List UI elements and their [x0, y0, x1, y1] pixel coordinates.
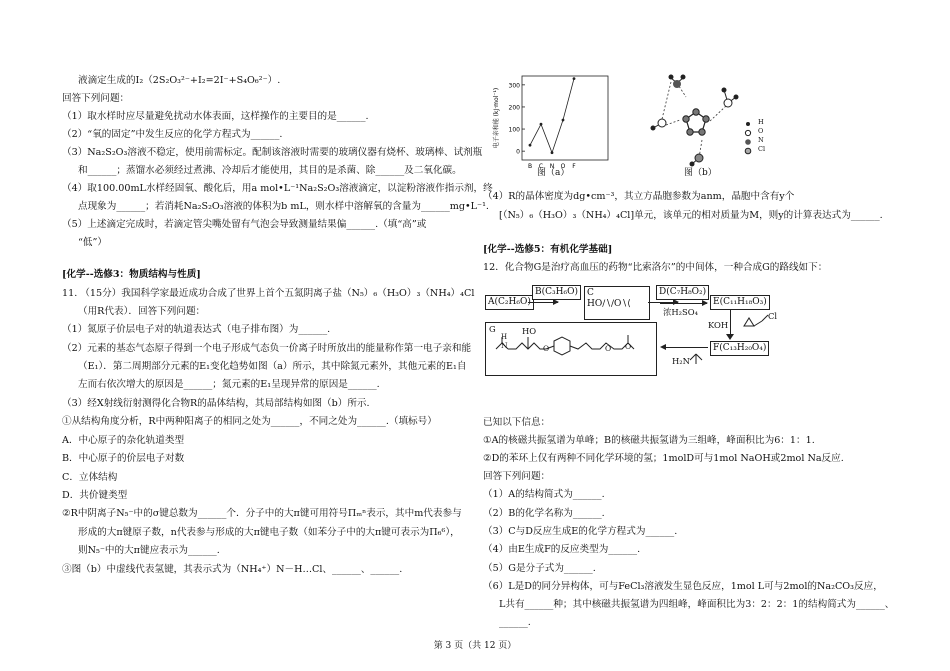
g-o-label: O — [625, 342, 632, 351]
text-line: （1）取水样时应尽量避免扰动水体表面，这样操作的主要目的是______. — [62, 111, 369, 122]
option-a: A．中心原子的杂化轨道类型 — [62, 435, 185, 446]
option-b: B．中心原子的价层电子对数 — [62, 453, 185, 464]
text-line: （E₁）．第二周期部分元素的E₁变化趋势如图（a）所示，其中除氮元素外，其他元素的E₁自 — [78, 361, 467, 372]
text-line: （4）取100.00mL水样经固氧、酸化后，用a mol•L⁻¹Na₂S₂O₃溶液滴定，以淀粉溶液作指示剂，终 — [62, 183, 493, 194]
x-tick-label: O — [560, 163, 566, 170]
compound-b: B(C₃H₆O) — [532, 285, 581, 300]
legend-n: N — [758, 136, 764, 144]
compound-c-structure: HO∕∖∕O∖⟨ — [587, 299, 631, 309]
arrow-down — [730, 310, 731, 336]
compound-g-label: G — [489, 324, 496, 334]
y-tick-label: 300 — [508, 82, 520, 90]
text-line: 和______；蒸馏水必须经过煮沸、冷却后才能使用，其目的是杀菌、除______及二氧化碳。 — [78, 165, 462, 176]
g-h-label: H — [501, 333, 508, 341]
arrow-head — [726, 334, 734, 340]
text-line: （6）L是D的同分异构体，可与FeCl₃溶液发生显色反应，1mol L可与2mol的Na₂CO₃反应， — [483, 581, 883, 592]
condition-koh: KOH — [708, 320, 729, 330]
text-line: 11. （15分）我国科学家最近成功合成了世界上首个五氮阴离子盐（N₅）₆（H₃O）₃（NH₄）₄Cl — [62, 288, 475, 299]
legend-o: O — [758, 127, 764, 135]
y-tick-label: 0 — [516, 148, 520, 156]
text-line: 则N₅⁻中的大π键应表示为______. — [78, 545, 220, 556]
compound-d: D(C₇H₈O₂) — [656, 285, 709, 300]
text-line: （5）G是分子式为______. — [483, 563, 596, 574]
y-tick-label: 200 — [508, 104, 520, 112]
data-point — [562, 119, 565, 122]
text-line: （1）A的结构简式为______. — [483, 489, 605, 500]
x-tick-label: N — [549, 163, 555, 170]
series-line — [530, 79, 574, 153]
text-line: ②R中阴离子N₅⁻中的σ键总数为______个．分子中的大π键可用符号Πₘⁿ表示，其中m代表参与 — [62, 508, 462, 519]
text-line: 12．化合物G是治疗高血压的药物“比索洛尔”的中间体，一种合成G的路线如下： — [483, 262, 828, 273]
chart-figure-a — [490, 70, 610, 172]
legend-cl: Cl — [758, 145, 766, 153]
text-line: ③图（b）中虚线代表氢键，其表示式为（NH₄⁺）N－H…Cl、______、______. — [62, 564, 403, 575]
chart-caption: 图（a） — [537, 168, 570, 178]
text-line: 左而右依次增大的原因是______；氮元素的E₁呈现异常的原因是______. — [78, 379, 380, 390]
g-o-label: O — [605, 344, 612, 353]
text-line: ②D的苯环上仅有两种不同化学环境的氢；1molD可与1mol NaOH或2mol Na反应. — [483, 453, 844, 464]
text-line: L共有______种；其中核磁共振氢谱为四组峰，峰面积比为3：2：2：1的结构简式为______、 — [499, 599, 895, 610]
compound-a: A(C₂H₆O) — [485, 295, 534, 310]
text-line: （2）B的化学名称为______. — [483, 508, 605, 519]
y-axis-label: 电子亲和能 (kJ·mol⁻¹) — [493, 87, 500, 149]
text-line: （4）由E生成F的反应类型为______. — [483, 544, 641, 555]
section-heading: [化学--选修5：有机化学基础] — [483, 244, 613, 255]
data-point — [529, 144, 532, 147]
text-line: （5）上述滴定完成时，若滴定管尖嘴处留有气泡会导致测量结果偏______.（填“高”或 — [62, 219, 427, 230]
text-line: 回答下列问题： — [483, 471, 551, 482]
crystal-structure-figure-b — [640, 70, 770, 170]
option-c: C．立体结构 — [62, 472, 118, 483]
text-line: 液滴定生成的I₂（2S₂O₃²⁻+I₂=2I⁻+S₄O₆²⁻）. — [78, 75, 281, 86]
arrow-left — [663, 347, 708, 348]
text-line: 回答下列问题： — [62, 93, 130, 104]
y-tick-label: 100 — [508, 126, 520, 134]
data-point — [540, 123, 543, 126]
data-point — [573, 77, 576, 80]
chart-frame — [522, 76, 608, 160]
text-line: （3）经X射线衍射测得化合物R的晶体结构，其局部结构如图（b）所示. — [62, 398, 370, 409]
g-o-label: O — [543, 344, 550, 353]
text-line: 点现象为______；若消耗Na₂S₂O₃溶液的体积为b mL，则水样中溶解氧的含量为______mg•L⁻¹. — [78, 201, 489, 212]
g-nh-label: N — [501, 341, 508, 350]
figure-b-caption: 图（b） — [684, 168, 717, 178]
legend-h: H — [758, 118, 764, 126]
isopropylamine-structure — [688, 350, 708, 366]
option-d: D．共价键类型 — [62, 490, 128, 501]
arrow — [660, 303, 707, 304]
condition-h2so4: 浓H₂SO₄ — [663, 307, 698, 317]
text-line: （4）R的晶体密度为dg•cm⁻³，其立方晶胞参数为anm，晶胞中含有y个 — [483, 191, 795, 202]
cl-label: Cl — [768, 311, 778, 321]
text-line: （3）Na₂S₂O₃溶液不稳定，使用前需标定。配制该溶液时需要的玻璃仪器有烧杯、玻璃棒、试剂瓶 — [62, 147, 483, 158]
compound-e: E(C₁₁H₁₈O₃) — [710, 295, 770, 310]
text-line: ①A的核磁共振氢谱为单峰；B的核磁共振氢谱为三组峰，峰面积比为6：1：1. — [483, 435, 815, 446]
text-line: ①从结构角度分析，R中两种阳离子的相同之处为______，不同之处为______.（填标号） — [62, 416, 437, 427]
arrow — [528, 302, 558, 303]
text-line: ______. — [499, 617, 531, 628]
page-footer: 第 3 页（共 12 页） — [433, 641, 517, 651]
x-tick-label: F — [572, 163, 576, 170]
compound-c — [584, 286, 650, 320]
text-line: “低”） — [78, 237, 107, 248]
text-line: 已知以下信息： — [483, 417, 551, 428]
text-line: 形成的大π键原子数，n代表参与形成的大π键电子数（如苯分子中的大π键可表示为Π₆⁶）， — [78, 527, 460, 538]
data-point — [551, 151, 554, 154]
text-line: [（N₅）₆（H₃O）₃（NH₄）₄Cl]单元，该单元的相对质量为M，则y的计算表达式为______. — [499, 210, 883, 221]
arrow-head — [660, 344, 666, 350]
compound-c-label: C — [587, 288, 594, 298]
g-hydroxyl-label: HO — [522, 326, 537, 336]
x-tick-label: C — [538, 163, 544, 170]
section-heading: [化学--选修3：物质结构与性质] — [62, 269, 201, 280]
x-tick-label: B — [527, 163, 533, 170]
text-line: （2）“氧的固定”中发生反应的化学方程式为______. — [62, 129, 283, 140]
compound-f: F(C₁₃H₂₀O₄) — [710, 341, 769, 356]
text-line: （1）氮原子价层电子对的轨道表达式（电子排布图）为______. — [62, 324, 331, 335]
text-line: （3）C与D反应生成E的化学方程式为______. — [483, 526, 678, 537]
text-line: （2）元素的基态气态原子得到一个电子形成气态负一价离子时所放出的能量称作第一电子亲和能 — [62, 343, 472, 354]
amine-label: H₂N — [672, 356, 690, 366]
text-line: （用R代表）．回答下列问题： — [78, 306, 206, 317]
